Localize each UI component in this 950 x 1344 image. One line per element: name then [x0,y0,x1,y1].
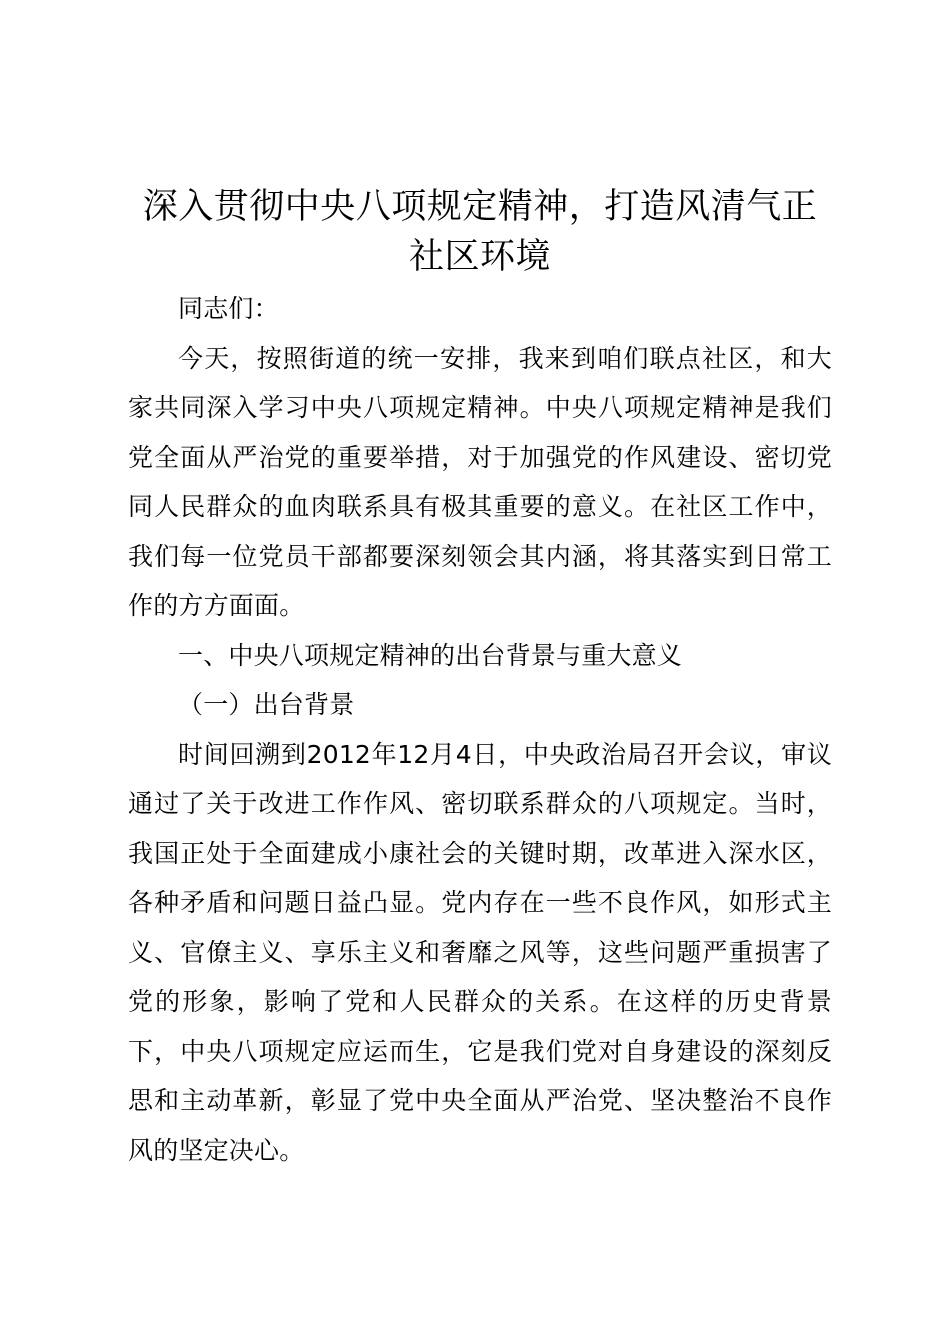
paragraph-background: 时间回溯到2012年12月4日，中央政治局召开会议，审议通过了关于改进工作作风、密切联系群众的八项规定。当时，我国正处于全面建成小康社会的关键时期，改革进入深水区，各种矛盾和问题日益凸显。党内存在一些不良作风，如形式主义、官僚主义、享乐主义和奢靡之风等，这些问题严重损害了党的形象，影响了党和人民群众的关系。在这样的历史背景下，中央八项规定应运而生，它是我们党对自身建设的深刻反思和主动革新，彰显了党中央全面从严治党、坚决整治不良作风的坚定决心。 [128,739,832,1165]
salutation: 同志们： [178,294,279,323]
document-page [128,182,832,1175]
subsection-heading: （一）出台背景 [178,690,355,719]
document-title: 深入贯彻中央八项规定精神，打造风清气正社区环境 [142,187,818,277]
paragraph-intro: 今天，按照街道的统一安排，我来到咱们联点社区，和大家共同深入学习中央八项规定精神。中央八项规定精神是我们党全面从严治党的重要举措，对于加强党的作风建设、密切党同人民群众的血肉联系具有极其重要的意义。在社区工作中，我们每一位党员干部都要深刻领会其内涵，将其落实到日常工作的方方面面。 [128,343,832,620]
section-heading: 一、中央八项规定精神的出台背景与重大意义 [178,640,683,670]
